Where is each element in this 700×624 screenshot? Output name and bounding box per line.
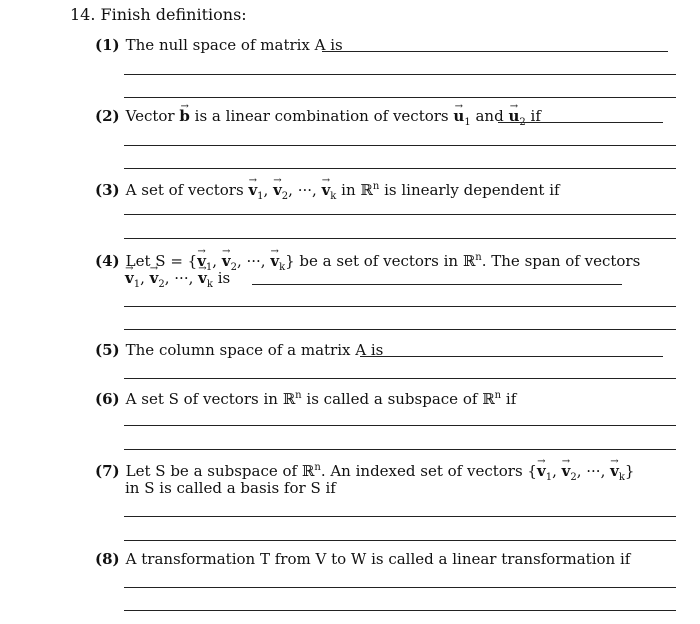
answer-line[interactable] bbox=[124, 306, 676, 307]
answer-line[interactable] bbox=[124, 168, 676, 169]
item-text: } bbox=[624, 462, 635, 480]
definition-4: (4) Let S = {→ $v_1$, → $v_2$, ···, → $v_k$} be a set of vectors in ℝ$^n$. The span of vectors bbox=[95, 248, 640, 278]
ellipsis: ··· bbox=[297, 181, 313, 199]
item-text: . An indexed set of vectors { bbox=[320, 462, 537, 480]
vector-v: → v bbox=[125, 268, 134, 288]
definition-8 bbox=[95, 549, 630, 569]
superscript: n bbox=[494, 390, 502, 401]
item-text: in bbox=[341, 181, 356, 199]
vector-v: → v bbox=[198, 268, 207, 288]
answer-line[interactable] bbox=[124, 540, 676, 541]
vector-v: → v bbox=[322, 180, 331, 200]
item-number: (1) bbox=[95, 36, 120, 54]
definition-5 bbox=[95, 340, 383, 360]
definition-2 bbox=[95, 106, 541, 133]
real-space: ℝ bbox=[360, 181, 373, 199]
subscript: 2 bbox=[230, 262, 237, 273]
item-text: Let S = { bbox=[125, 252, 198, 270]
subscript: 2 bbox=[158, 279, 165, 290]
item-text: is called a subspace of bbox=[306, 390, 478, 408]
item-text: is a linear combination of vectors bbox=[194, 107, 449, 125]
ellipsis: ··· bbox=[246, 252, 261, 270]
definition-1 bbox=[95, 35, 343, 55]
vector-v: → v bbox=[562, 461, 571, 481]
vector-v: → v bbox=[248, 180, 257, 200]
answer-line[interactable] bbox=[124, 238, 676, 239]
item-number: (5) bbox=[95, 341, 120, 359]
subscript: k bbox=[618, 472, 625, 483]
definition-7: (7) Let S be a subspace of ℝ$^n$. An indexed set of vectors {→ $v_1$, → $v_2$, ···, → $v_k$} bbox=[95, 458, 634, 488]
item-number: (7) bbox=[95, 462, 120, 480]
item-text: and bbox=[475, 107, 504, 125]
vector-b: → b bbox=[179, 106, 190, 126]
item-text: A set S of vectors in bbox=[125, 390, 278, 408]
answer-blank[interactable] bbox=[322, 51, 668, 52]
answer-line[interactable] bbox=[124, 378, 676, 379]
answer-line[interactable] bbox=[124, 425, 676, 426]
answer-blank[interactable] bbox=[360, 356, 663, 357]
item-text: if bbox=[530, 107, 541, 125]
vector-v: → v bbox=[537, 461, 546, 481]
subscript: 1 bbox=[133, 279, 141, 290]
subscript: 2 bbox=[570, 472, 577, 483]
subscript: 2 bbox=[519, 117, 526, 128]
answer-line[interactable] bbox=[124, 214, 676, 215]
superscript: n bbox=[295, 390, 302, 401]
vector-v: → v bbox=[150, 268, 159, 288]
answer-blank[interactable] bbox=[252, 284, 622, 285]
ellipsis: ··· bbox=[174, 269, 189, 287]
answer-line[interactable] bbox=[124, 449, 676, 450]
item-number: (4) bbox=[95, 252, 120, 270]
real-space: ℝ bbox=[301, 462, 315, 480]
real-space: ℝ bbox=[282, 390, 296, 408]
item-number: (8) bbox=[95, 550, 120, 568]
item-text: . The span of vectors bbox=[481, 252, 641, 270]
answer-blank[interactable] bbox=[498, 122, 663, 123]
definition-3: (3) A set of vectors → $v_1$, → $v_2$, ···, → $v_k$ in ℝ$^n$ is linearly dependent if bbox=[95, 177, 560, 207]
answer-line[interactable] bbox=[124, 97, 676, 98]
vector-v: → v bbox=[610, 461, 619, 481]
answer-line[interactable] bbox=[124, 74, 676, 75]
item-text: is bbox=[217, 269, 231, 287]
definition-6 bbox=[95, 386, 516, 409]
answer-line[interactable] bbox=[124, 587, 676, 588]
answer-line[interactable] bbox=[124, 329, 676, 330]
subscript: 1 bbox=[545, 472, 553, 483]
vector-v: → v bbox=[270, 251, 279, 271]
vector-v: → v bbox=[222, 251, 231, 271]
item-text: The null space of matrix A is bbox=[125, 36, 343, 54]
item-text: A set of vectors bbox=[125, 181, 244, 199]
item-text: Let S be a subspace of bbox=[125, 462, 298, 480]
answer-line[interactable] bbox=[124, 610, 676, 611]
item-text: } be a set of vectors in bbox=[285, 252, 459, 270]
superscript: n bbox=[475, 252, 482, 263]
subscript: 1 bbox=[464, 117, 471, 128]
superscript: n bbox=[314, 462, 321, 473]
item-text: A transformation T from V to W is called a linear transformation if bbox=[125, 550, 631, 568]
subscript: 1 bbox=[257, 191, 264, 202]
real-space: ℝ bbox=[482, 390, 495, 408]
definition-7-line-2: in S is called a basis for S if bbox=[125, 479, 336, 497]
vector-v: → v bbox=[273, 180, 282, 200]
subscript: 2 bbox=[281, 191, 289, 202]
question-heading: 14. Finish definitions: bbox=[70, 5, 247, 24]
item-text: is linearly dependent if bbox=[384, 181, 560, 199]
item-number: (6) bbox=[95, 390, 120, 408]
superscript: n bbox=[372, 181, 380, 192]
definition-4-line-2: → $v_1$, → $v_2$, ···, → $v_k$ is bbox=[125, 268, 230, 295]
answer-line[interactable] bbox=[124, 145, 676, 146]
ellipsis: ··· bbox=[586, 462, 601, 480]
item-text: Vector bbox=[125, 107, 175, 125]
real-space: ℝ bbox=[462, 252, 476, 270]
item-text: The column space of a matrix A is bbox=[125, 341, 384, 359]
answer-line[interactable] bbox=[124, 516, 676, 517]
item-number: (3) bbox=[95, 181, 120, 199]
vector-v: → v bbox=[197, 251, 206, 271]
subscript: 1 bbox=[205, 262, 213, 273]
subscript: k bbox=[279, 262, 286, 273]
vector-u: → u bbox=[453, 106, 464, 126]
item-number: (2) bbox=[95, 107, 120, 125]
subscript: k bbox=[206, 279, 213, 290]
item-text: if bbox=[505, 390, 517, 408]
vector-u: → u bbox=[508, 106, 519, 126]
subscript: k bbox=[330, 191, 337, 202]
